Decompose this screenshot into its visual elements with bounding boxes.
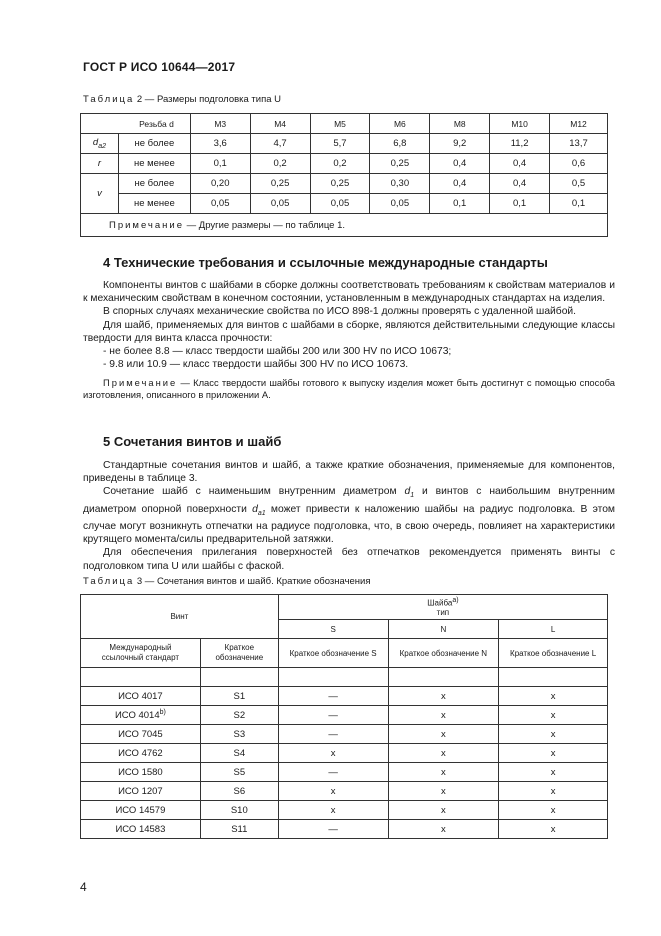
table2-note	[81, 214, 608, 237]
value-cell: 0,4	[430, 174, 490, 194]
table2-header-row	[81, 114, 608, 134]
table2-row	[81, 174, 608, 194]
value-cell: 9,2	[430, 134, 490, 154]
value-cell: 6,8	[370, 134, 430, 154]
table-row	[81, 687, 608, 706]
value-cell: 0,25	[250, 174, 310, 194]
paragraph: В спорных случаях механические свойства по ИСО 898-1 должны проверять с удаленной шайбой.	[103, 306, 577, 318]
std-name: ИСО 4017	[118, 691, 163, 703]
value-cell: 0,5	[550, 174, 608, 194]
col-header: Международный ссылочный стандарт	[81, 639, 201, 668]
std-name: ИСО 1580	[118, 767, 163, 779]
value-cell: 4,7	[250, 134, 310, 154]
value-cell: 0,05	[370, 194, 430, 214]
spacer-cell	[499, 668, 608, 687]
table3-col-header-row	[81, 639, 608, 668]
std-name: ИСО 7045	[118, 729, 163, 741]
value-cell: 0,1	[190, 154, 250, 174]
std-cell	[81, 820, 201, 839]
thread-cell: M3	[190, 114, 250, 134]
symbol-d1: $d_1$	[404, 486, 415, 500]
value-cell: 13,7	[550, 134, 608, 154]
note-prefix: Примечание	[103, 377, 178, 389]
table3	[80, 594, 608, 839]
document-header: ГОСТ Р ИСО 10644—2017	[83, 60, 236, 74]
list-item: - не более 8.8 — класс твердости шайбы 200 или 300 HV по ИСО 10673;	[103, 346, 452, 358]
col-header: Краткое обозначение N	[388, 639, 499, 668]
std-name: ИСО 14583	[115, 824, 166, 836]
l-cell: x	[499, 801, 608, 820]
l-cell: x	[499, 820, 608, 839]
section4-note	[83, 377, 615, 401]
n-cell: x	[388, 820, 499, 839]
code-cell: S11	[200, 820, 278, 839]
section4-body	[83, 279, 615, 401]
note-prefix: Примечание	[109, 219, 184, 231]
code-cell: S3	[200, 725, 278, 744]
table3-caption-text: 3 — Сочетания винтов и шайб. Краткие обозначения	[134, 576, 371, 587]
value-cell: 0,05	[250, 194, 310, 214]
std-cell	[81, 801, 201, 820]
type-cell: S	[278, 620, 388, 639]
param-cell: $d_{a2}$	[81, 134, 119, 154]
condition-cell: не менее	[118, 154, 190, 174]
std-cell	[81, 744, 201, 763]
paragraph: Для обеспечения прилегания поверхностей без отпечатков рекомендуется применять винты с подголовком типа U или шайбы с фаской.	[83, 547, 615, 572]
table2-row	[81, 194, 608, 214]
s-cell: x	[278, 801, 388, 820]
l-cell: x	[499, 763, 608, 782]
code-cell: S4	[200, 744, 278, 763]
thread-cell: M10	[490, 114, 550, 134]
code-cell: S6	[200, 782, 278, 801]
table2-caption-text: 2 — Размеры подголовка типа U	[134, 94, 282, 105]
table3-caption	[83, 576, 371, 587]
table3-caption-prefix: Таблица	[83, 576, 135, 587]
n-cell: x	[388, 725, 499, 744]
footnote-marker: a)	[452, 596, 459, 604]
s-cell: —	[278, 820, 388, 839]
hardness-list	[83, 345, 615, 371]
code-cell: S1	[200, 687, 278, 706]
thread-cell: M4	[250, 114, 310, 134]
n-cell: x	[388, 801, 499, 820]
s-cell: —	[278, 763, 388, 782]
paragraph	[83, 485, 615, 546]
std-cell	[81, 725, 201, 744]
table-row	[81, 763, 608, 782]
table-row	[81, 820, 608, 839]
washer-label: Шайба	[427, 598, 453, 608]
param-cell: v	[81, 174, 119, 214]
table3-header-row	[81, 595, 608, 620]
value-cell: 0,2	[310, 154, 370, 174]
value-cell: 3,6	[190, 134, 250, 154]
spacer-cell	[278, 668, 388, 687]
n-cell: x	[388, 744, 499, 763]
thread-cell: M8	[430, 114, 490, 134]
value-cell: 0,4	[490, 174, 550, 194]
s-cell: x	[278, 782, 388, 801]
table-row	[81, 801, 608, 820]
l-cell: x	[499, 687, 608, 706]
table2-caption	[83, 94, 281, 105]
n-cell: x	[388, 763, 499, 782]
table2-note-row	[81, 214, 608, 237]
std-name: ИСО 4014	[114, 710, 160, 722]
text-segment: и винтов с наибольшим внутренним диаметром опорной поверхности	[83, 486, 615, 515]
condition-cell: не более	[118, 174, 190, 194]
note-text: — Класс твердости шайбы готового к выпуску изделия может быть достигнут с помощью способа изготовления, описанного в приложении А.	[83, 377, 615, 401]
table-row	[81, 782, 608, 801]
value-cell: 0,05	[310, 194, 370, 214]
condition-cell: не более	[118, 134, 190, 154]
code-cell: S2	[200, 706, 278, 725]
std-cell	[81, 782, 201, 801]
page-number: 4	[80, 880, 87, 894]
code-cell: S10	[200, 801, 278, 820]
value-cell: 0,25	[370, 154, 430, 174]
text-segment: может привести к наложению шайбы на радиус подголовка. В этом случае могут возникнуть отпечатки на радиусе подголовка, что, в свою очередь, повлияет на характеристики крутящего момента/силы предварительной затяжки.	[83, 503, 616, 546]
col-header: Краткое обозначение S	[278, 639, 388, 668]
spacer-cell	[388, 668, 499, 687]
type-cell: N	[388, 620, 499, 639]
s-cell: —	[278, 725, 388, 744]
col-header: Краткое обозначение	[200, 639, 278, 668]
std-cell	[81, 763, 201, 782]
table2-caption-prefix: Таблица	[83, 94, 135, 105]
value-cell: 5,7	[310, 134, 370, 154]
value-cell: 0,05	[190, 194, 250, 214]
screw-header: Винт	[81, 595, 279, 639]
value-cell: 0,4	[490, 154, 550, 174]
table-row	[81, 706, 608, 725]
value-cell: 0,20	[190, 174, 250, 194]
l-cell: x	[499, 782, 608, 801]
table-row	[81, 725, 608, 744]
col-header: Краткое обозначение L	[499, 639, 608, 668]
value-cell: 0,2	[250, 154, 310, 174]
value-cell: 0,1	[550, 194, 608, 214]
n-cell: x	[388, 687, 499, 706]
l-cell: x	[499, 744, 608, 763]
value-cell: 0,25	[310, 174, 370, 194]
thread-cell: M12	[550, 114, 608, 134]
thread-cell: M5	[310, 114, 370, 134]
value-cell: 0,30	[370, 174, 430, 194]
footnote-marker: b)	[159, 708, 166, 716]
s-cell: —	[278, 687, 388, 706]
table2-row	[81, 134, 608, 154]
n-cell: x	[388, 782, 499, 801]
value-cell: 11,2	[490, 134, 550, 154]
thread-cell: M6	[370, 114, 430, 134]
std-cell	[81, 706, 201, 725]
list-item: - 9.8 или 10.9 — класс твердости шайбы 300 HV по ИСО 10673.	[103, 359, 409, 371]
std-name: ИСО 1207	[118, 786, 163, 798]
value-cell: 0,4	[430, 154, 490, 174]
std-cell	[81, 687, 201, 706]
code-cell: S5	[200, 763, 278, 782]
s-cell: x	[278, 744, 388, 763]
std-name: ИСО 14579	[115, 805, 166, 817]
table3-spacer-row	[81, 668, 608, 687]
spacer-cell	[81, 668, 201, 687]
table2-row	[81, 154, 608, 174]
l-cell: x	[499, 725, 608, 744]
symbol-da1: $d_{a1}$	[252, 503, 266, 517]
condition-cell: не менее	[118, 194, 190, 214]
s-cell: —	[278, 706, 388, 725]
text-segment: Сочетание шайб с наименьшим внутренним диаметром	[103, 486, 405, 498]
washer-header	[278, 595, 607, 620]
std-name: ИСО 4762	[118, 748, 163, 760]
table2	[80, 113, 608, 237]
n-cell: x	[388, 706, 499, 725]
value-cell: 0,1	[430, 194, 490, 214]
thread-label: Резьба d	[81, 114, 191, 134]
param-cell: r	[81, 154, 119, 174]
type-label: тип	[436, 608, 450, 618]
section4-title: 4 Технические требования и ссылочные международные стандарты	[103, 255, 548, 270]
value-cell: 0,6	[550, 154, 608, 174]
paragraph: Стандартные сочетания винтов и шайб, а также краткие обозначения, применяемые для компонентов, приведены в таблице 3.	[83, 460, 615, 485]
l-cell: x	[499, 706, 608, 725]
paragraph: Для шайб, применяемых для винтов с шайбами в сборке, являются действительными следующие классы твердости для винта класса прочности:	[83, 319, 615, 344]
value-cell: 0,1	[490, 194, 550, 214]
spacer-cell	[200, 668, 278, 687]
note-text: — Другие размеры — по таблице 1.	[184, 219, 345, 231]
type-cell: L	[499, 620, 608, 639]
section5-title: 5 Сочетания винтов и шайб	[103, 434, 282, 449]
section5-body	[83, 459, 615, 573]
table-row	[81, 744, 608, 763]
paragraph: Компоненты винтов с шайбами в сборке должны соответствовать требованиям к свойствам материалов и к механическим свойствам в конечном состоянии, установленным в международных стандартах на изделия.	[83, 280, 615, 305]
